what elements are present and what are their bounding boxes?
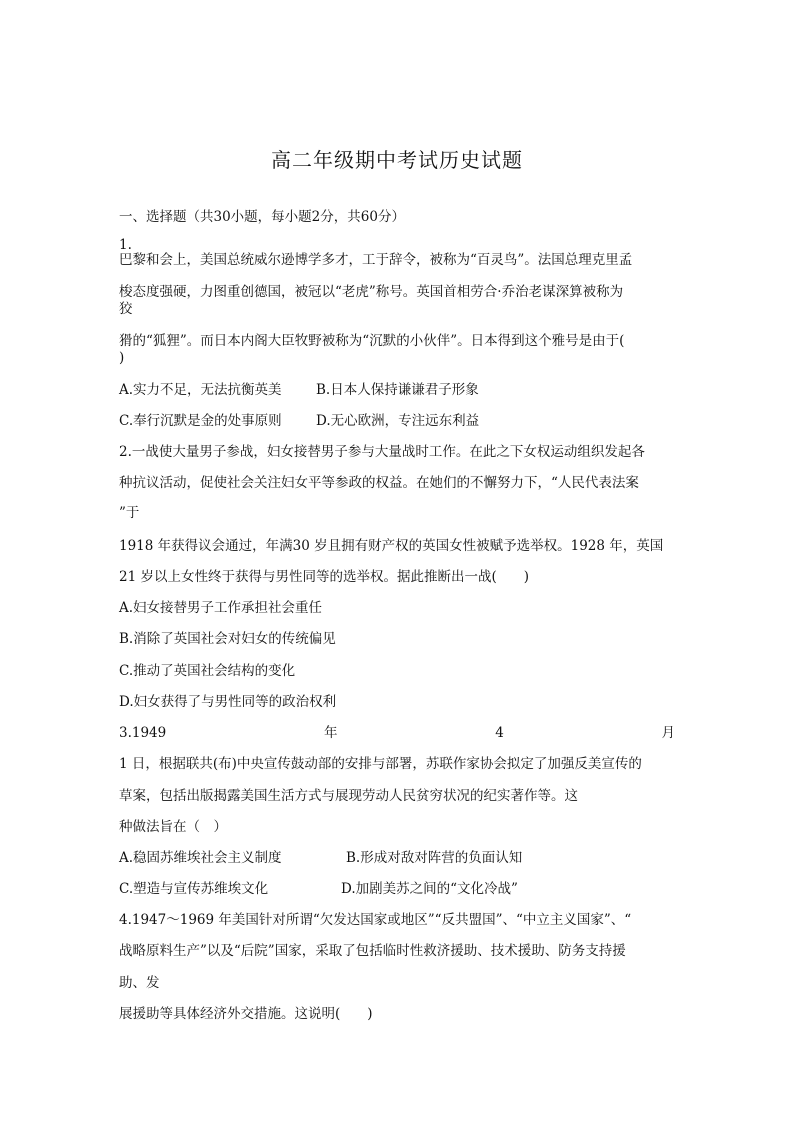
q3-month-number: 4	[495, 725, 504, 741]
q1-text-line: 巴黎和会上，美国总统威尔逊博学多才，工于辞令，被称为“百灵鸟”。法国总理克里孟	[119, 252, 633, 268]
q2-option-c: C.推动了英国社会结构的变化	[119, 663, 296, 679]
q1-number: 1.	[119, 237, 132, 253]
q3-month-unit: 月	[661, 725, 675, 741]
q1-text-line: 狡	[119, 301, 133, 317]
q3-year-unit: 年	[323, 725, 338, 741]
q1-option-c: C.奉行沉默是金的处事原则	[119, 413, 282, 429]
q3-option-c: C.塑造与宣传苏维埃文化	[119, 881, 269, 897]
q2-option-d: D.妇女获得了与男性同等的政治权利	[119, 694, 337, 710]
q2-text-line: 1918 年获得议会通过，年满30 岁且拥有财产权的英国女性被赋予选举权。1928 年，英国	[119, 538, 664, 554]
section-heading: 一、选择题（共30小题，每小题2分，共60分）	[119, 209, 405, 225]
q3-number-year: 3.1949	[119, 725, 167, 741]
q4-text-line: 助、发	[119, 975, 160, 991]
q2-text-line: 21 岁以上女性终于获得与男性同等的选举权。据此推断出一战( )	[119, 569, 530, 585]
page-title: 高二年级期中考试历史试题	[271, 148, 523, 172]
q3-first-row	[119, 723, 675, 743]
q2-option-b: B.消除了英国社会对妇女的传统偏见	[119, 631, 336, 647]
q3-text-line: 1 日，根据联共(布)中央宣传鼓动部的安排与部署，苏联作家协会拟定了加强反美宣传的	[119, 756, 642, 772]
q2-option-a: A.妇女接替男子工作承担社会重任	[119, 600, 323, 616]
q1-text-line: )	[119, 350, 125, 366]
q3-option-a: A.稳固苏维埃社会主义制度	[119, 850, 282, 866]
q1-text-line: 梭态度强硬，力图重创德国，被冠以“老虎”称号。英国首相劳合·乔治老谋深算被称为	[119, 284, 624, 300]
q2-text-line: 种抗议活动，促使社会关注妇女平等参政的权益。在她们的不懈努力下，“人民代表法案	[119, 475, 639, 491]
q2-text-line: ”于	[119, 505, 140, 521]
q3-text-line: 种做法旨在（ ）	[119, 819, 227, 835]
q2-text-line: 2.一战使大量男子参战，妇女接替男子参与大量战时工作。在此之下女权运动组织发起各	[119, 444, 645, 460]
q4-text-line: 4.1947～1969 年美国针对所谓“欠发达国家或地区”“反共盟国”、“中立主义国家”、“	[119, 912, 632, 928]
q1-option-d: D.无心欧洲，专注远东利益	[316, 413, 480, 429]
q4-text-line: 展援助等具体经济外交措施。这说明( )	[119, 1006, 373, 1022]
q1-option-b: B.日本人保持谦谦君子形象	[316, 382, 479, 398]
q4-text-line: 战略原料生产”以及“后院”国家，采取了包括临时性救济援助、技术援助、防务支持援	[119, 943, 626, 959]
q1-option-a: A.实力不足，无法抗衡英美	[119, 382, 282, 398]
q1-text-line: 猾的“狐狸”。而日本内阁大臣牧野被称为“沉默的小伙伴”。日本得到这个雅号是由于(	[119, 333, 625, 349]
q3-text-line: 草案，包括出版揭露美国生活方式与展现劳动人民贫穷状况的纪实著作等。这	[119, 788, 578, 804]
q3-option-b: B.形成对敌对阵营的负面认知	[346, 850, 523, 866]
q3-option-d: D.加剧美苏之间的“文化冷战”	[341, 881, 518, 897]
